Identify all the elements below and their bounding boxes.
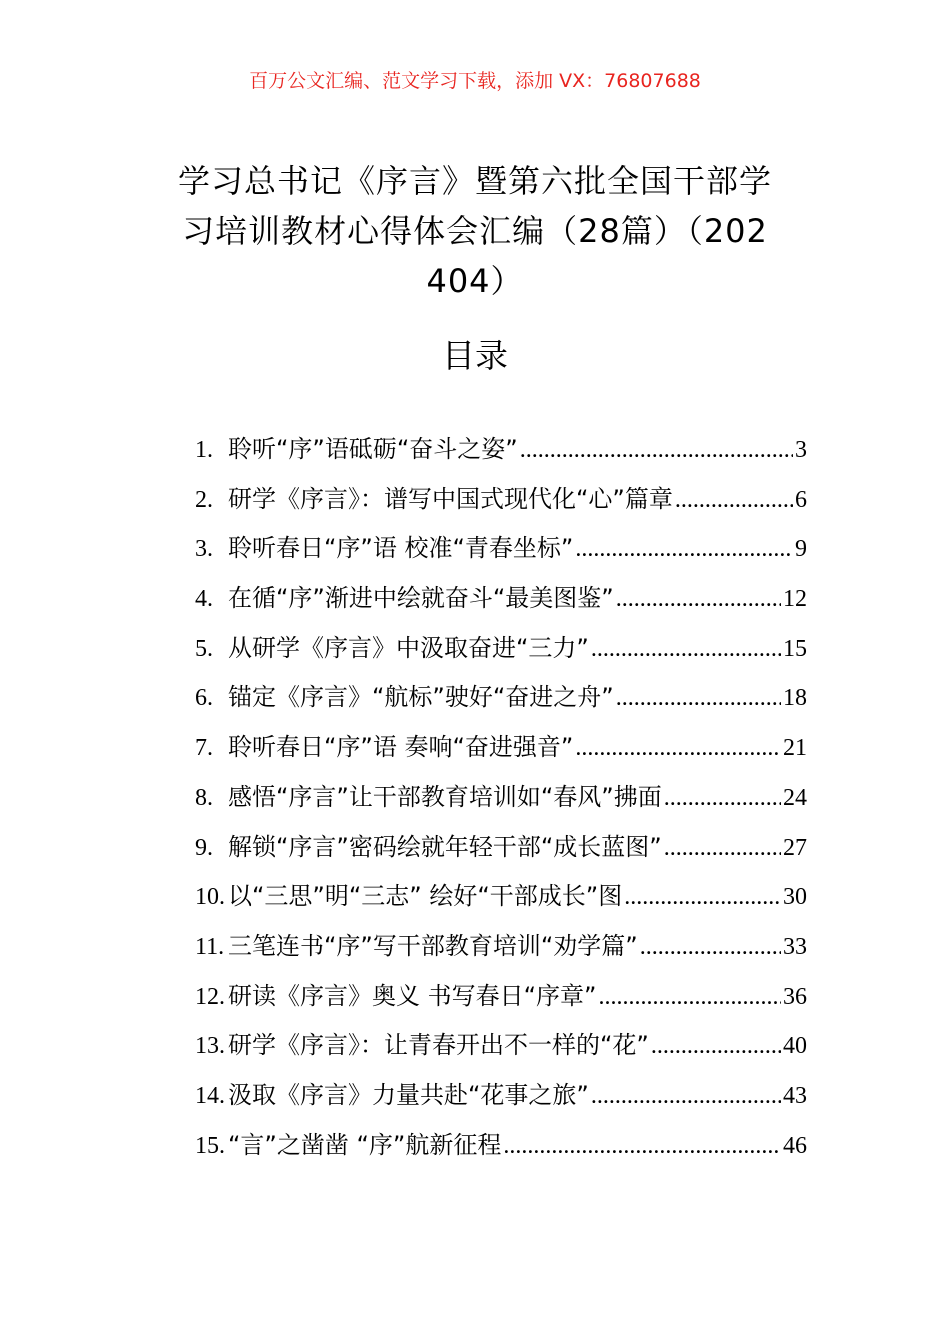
toc-entry-number: 12.	[195, 983, 225, 1010]
toc-entry[interactable]	[195, 1075, 807, 1125]
toc-entry[interactable]	[195, 677, 807, 727]
toc-entry[interactable]	[195, 429, 807, 479]
toc-entry-page-number: 24	[783, 784, 807, 811]
toc-entry-leader-dots	[616, 586, 781, 613]
title-line-1: 学习总书记《序言》暨第六批全国干部学	[177, 162, 772, 200]
table-of-contents	[195, 429, 807, 1174]
toc-entry-page-number: 46	[783, 1132, 807, 1159]
title-line-2: 习培训教材心得体会汇编（28篇）（202	[182, 212, 768, 250]
toc-entry[interactable]	[195, 1025, 807, 1075]
toc-entry-title: 汲取《序言》力量共赴“花事之旅”	[228, 1080, 589, 1109]
toc-entry-leader-dots	[616, 685, 781, 712]
toc-entry-number: 2.	[195, 486, 213, 513]
toc-entry-number: 11.	[195, 933, 225, 960]
toc-entry[interactable]	[195, 777, 807, 827]
toc-entry-title: 研学《序言》：谱写中国式现代化“心”篇章	[228, 484, 673, 513]
toc-entry[interactable]	[195, 727, 807, 777]
toc-entry-page-number: 30	[783, 884, 807, 911]
toc-entry-title: 锚定《序言》“航标”驶好“奋进之舟”	[228, 683, 614, 712]
toc-entry-page-number: 12	[783, 586, 807, 613]
toc-entry-number: 3.	[195, 536, 213, 563]
toc-entry-title: 在循“序”渐进中绘就奋斗“最美图鉴”	[228, 584, 614, 613]
toc-entry-page-number: 43	[783, 1082, 807, 1109]
toc-entry-title: 以“三思”明“三志” 绘好“干部成长”图	[228, 882, 623, 911]
toc-entry-number: 4.	[195, 586, 213, 613]
toc-entry-leader-dots	[520, 437, 793, 464]
toc-entry-page-number: 3	[795, 437, 807, 463]
toc-entry[interactable]	[195, 578, 807, 628]
toc-entry-leader-dots	[591, 636, 781, 663]
toc-entry-title: 研读《序言》奥义 书写春日“序章”	[228, 981, 597, 1010]
title-line-3: 404）	[426, 262, 524, 300]
toc-entry-leader-dots	[624, 884, 781, 911]
toc-entry-leader-dots	[675, 487, 793, 514]
toc-entry-number: 13.	[195, 1033, 225, 1060]
toc-entry-number: 10.	[195, 884, 225, 911]
toc-entry[interactable]	[195, 876, 807, 926]
toc-entry-leader-dots	[599, 984, 782, 1011]
toc-entry-leader-dots	[640, 934, 781, 961]
toc-entry[interactable]	[195, 1125, 807, 1175]
toc-entry-page-number: 15	[783, 635, 807, 662]
toc-entry-title: 三笔连书“序”写干部教育培训“劝学篇”	[228, 931, 638, 960]
toc-entry[interactable]	[195, 976, 807, 1026]
document-title	[135, 156, 815, 306]
toc-entry[interactable]	[195, 827, 807, 877]
toc-entry-page-number: 9	[795, 536, 807, 563]
toc-entry-page-number: 40	[783, 1033, 807, 1060]
header-note: 百万公文汇编、范文学习下载，添加 VX：76807688	[249, 70, 701, 92]
toc-entry-title: 聆听春日“序”语 校准“青春坐标”	[228, 534, 574, 563]
toc-entry[interactable]	[195, 528, 807, 578]
toc-entry-title: 聆听春日“序”语 奏响“奋进强音”	[228, 733, 574, 762]
toc-entry-title: 聆听“序”语砥砺“奋斗之姿”	[228, 435, 518, 463]
toc-entry-number: 8.	[195, 784, 213, 811]
toc-entry[interactable]	[195, 628, 807, 678]
toc-entry-page-number: 36	[783, 983, 807, 1010]
toc-entry-number: 6.	[195, 685, 213, 712]
toc-entry-leader-dots	[575, 735, 781, 762]
toc-entry-leader-dots	[664, 835, 781, 862]
toc-entry-title: 感悟“序言”让干部教育培训如“春风”拂面	[228, 782, 662, 811]
toc-entry[interactable]	[195, 479, 807, 529]
toc-entry-title: 解锁“序言”密码绘就年轻干部“成长蓝图”	[228, 832, 662, 861]
toc-entry-title: “言”之凿凿 “序”航新征程	[228, 1130, 502, 1159]
toc-entry-leader-dots	[575, 536, 793, 563]
toc-entry-number: 14.	[195, 1082, 225, 1109]
toc-entry-page-number: 6	[795, 486, 807, 513]
toc-entry-title: 研学《序言》：让青春开出不一样的“花”	[228, 1031, 649, 1060]
toc-entry-leader-dots	[591, 1083, 781, 1110]
toc-entry-number: 15.	[195, 1132, 225, 1159]
toc-entry-page-number: 27	[783, 834, 807, 861]
toc-heading: 目录	[442, 336, 508, 375]
toc-entry-number: 5.	[195, 635, 213, 662]
toc-entry-number: 7.	[195, 735, 213, 762]
toc-entry-page-number: 18	[783, 685, 807, 712]
toc-entry-page-number: 33	[783, 933, 807, 960]
toc-entry-leader-dots	[503, 1133, 781, 1160]
toc-entry-title: 从研学《序言》中汲取奋进“三力”	[228, 633, 589, 662]
toc-entry-page-number: 21	[783, 735, 807, 762]
toc-entry-number: 1.	[195, 437, 213, 463]
toc-entry-number: 9.	[195, 834, 213, 861]
toc-entry[interactable]	[195, 926, 807, 976]
toc-entry-leader-dots	[664, 785, 781, 812]
toc-entry-leader-dots	[651, 1033, 781, 1060]
